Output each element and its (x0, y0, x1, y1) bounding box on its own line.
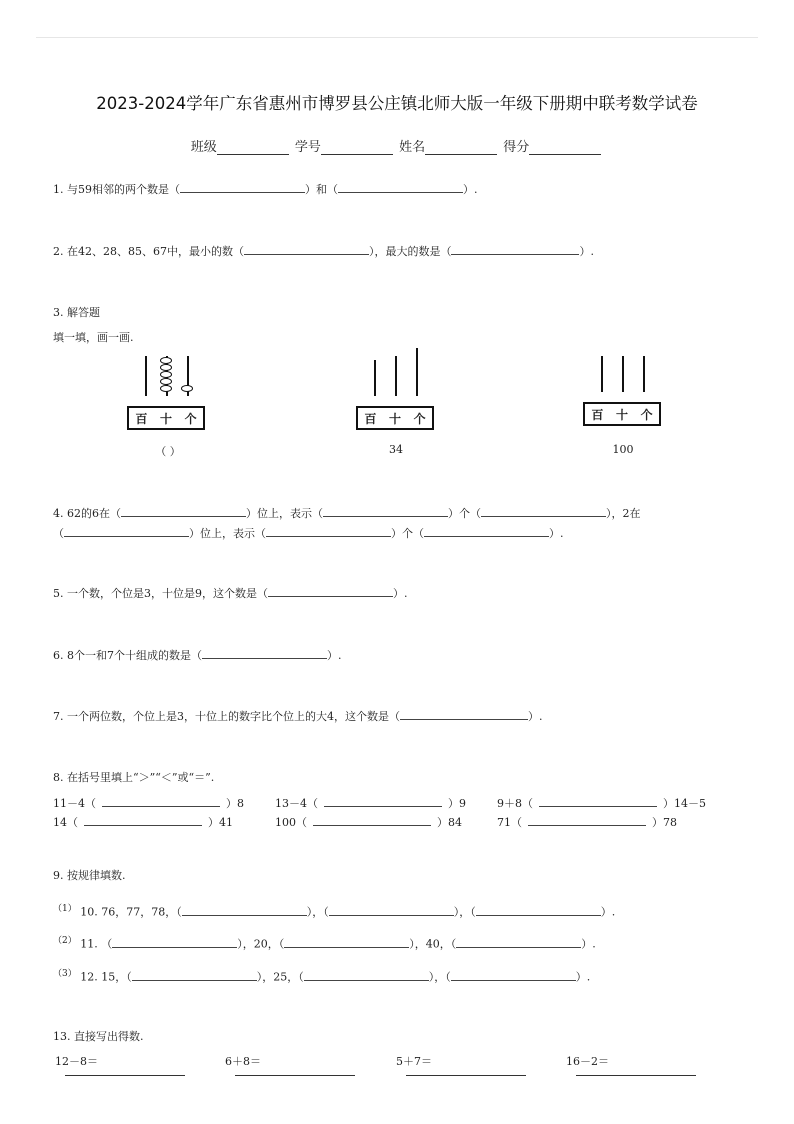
answer-blank[interactable] (180, 182, 305, 193)
answer-blank[interactable] (424, 526, 549, 537)
answer-blank[interactable] (323, 506, 448, 517)
abacus-base: 百 十 个 (356, 406, 434, 430)
answer-blank[interactable] (528, 815, 646, 826)
student-info-row (0, 136, 794, 155)
answer-blank[interactable] (244, 244, 369, 255)
answer-blank[interactable] (132, 970, 257, 981)
question-4-line-1: 4. 62的6在（ ）位上，表示（ ）个（ ），2在 (53, 507, 641, 520)
answer-blank[interactable] (102, 796, 220, 807)
answer-blank[interactable] (481, 506, 606, 517)
answer-blank[interactable] (304, 970, 429, 981)
compare-item: 9＋8（ ）14－5 (497, 797, 706, 810)
answer-blank[interactable] (202, 648, 327, 659)
compare-item: 71（ ）78 (497, 816, 677, 829)
answer-line[interactable] (576, 1075, 696, 1076)
abacus-bead (160, 385, 172, 392)
question-6: 6. 8个一和7个十组成的数是（ ）. (53, 649, 342, 662)
score-label: 得分 (503, 140, 530, 155)
answer-blank[interactable] (329, 905, 454, 916)
score-field[interactable] (529, 141, 601, 155)
calc-item: 6＋8＝ (225, 1053, 261, 1069)
answer-blank[interactable] (539, 796, 657, 807)
answer-blank[interactable] (476, 905, 601, 916)
class-field[interactable] (217, 141, 289, 155)
answer-blank[interactable] (324, 796, 442, 807)
abacus-3-caption: 100 (612, 443, 634, 456)
question-1: 1. 与59相邻的两个数是（ ）和（ ）. (53, 183, 478, 196)
abacus-1-caption[interactable]: （ ） (155, 445, 181, 458)
answer-line[interactable] (65, 1075, 185, 1076)
abacus-rod (622, 356, 624, 392)
abacus-bead (160, 378, 172, 385)
pattern-item: $^{(1)}$ 10. 76，77，78，（ ），（ ），（ ）. (53, 904, 616, 919)
question-8-heading: 8. 在括号里填上“＞”“＜”或“＝”. (53, 771, 215, 784)
question-7: 7. 一个两位数，个位上是3，十位上的数字比个位上的大4，这个数是（ ）. (53, 710, 543, 723)
calc-item: 12－8＝ (55, 1053, 98, 1069)
name-field[interactable] (425, 141, 497, 155)
answer-blank[interactable] (64, 526, 189, 537)
answer-blank[interactable] (268, 586, 393, 597)
top-divider (36, 37, 758, 38)
abacus-rod (643, 356, 645, 392)
answer-blank[interactable] (313, 815, 431, 826)
answer-blank[interactable] (338, 182, 463, 193)
answer-blank[interactable] (400, 709, 528, 720)
abacus-base: 百 十 个 (583, 402, 661, 426)
answer-blank[interactable] (266, 526, 391, 537)
calc-item: 16－2＝ (566, 1053, 609, 1069)
id-label: 学号 (294, 140, 321, 155)
abacus-bead (160, 364, 172, 371)
class-label: 班级 (190, 140, 217, 155)
answer-line[interactable] (406, 1075, 526, 1076)
compare-item: 13－4（ ）9 (275, 797, 466, 810)
question-3-intro: 填一填，画一画. (53, 331, 134, 344)
abacus-rod (374, 360, 376, 396)
abacus-rod (601, 356, 603, 392)
question-13-heading: 13. 直接写出得数. (53, 1030, 144, 1043)
abacus-rod (145, 356, 147, 396)
abacus-rod (416, 348, 418, 396)
answer-blank[interactable] (182, 905, 307, 916)
abacus-bead (160, 371, 172, 378)
abacus-3 (583, 350, 663, 426)
answer-blank[interactable] (451, 970, 576, 981)
abacus-1 (127, 355, 207, 430)
calc-item: 5＋7＝ (396, 1053, 432, 1069)
abacus-bead (160, 357, 172, 364)
page-title: 2023-2024学年广东省惠州市博罗县公庄镇北师大版一年级下册期中联考数学试卷 (96, 94, 698, 113)
compare-item: 14（ ）41 (53, 816, 233, 829)
question-9-heading: 9. 按规律填数. (53, 869, 126, 882)
question-2: 2. 在42、28、85、67中，最小的数（ ），最大的数是（ ）. (53, 245, 594, 258)
abacus-rod (395, 356, 397, 396)
pattern-item: $^{(2)}$ 11. （ ），20，（ ），40，（ ）. (53, 936, 596, 951)
abacus-2-caption: 34 (389, 443, 403, 456)
answer-blank[interactable] (456, 937, 581, 948)
answer-blank[interactable] (84, 815, 202, 826)
abacus-2 (356, 350, 436, 430)
pattern-item: $^{(3)}$ 12. 15，（ ），25，（ ），（ ）. (53, 969, 591, 984)
question-4-line-2: （ ）位上，表示（ ）个（ ）. (53, 527, 564, 540)
answer-blank[interactable] (112, 937, 237, 948)
id-field[interactable] (321, 141, 393, 155)
answer-blank[interactable] (121, 506, 246, 517)
question-3-heading: 3. 解答题 (53, 306, 100, 319)
name-label: 姓名 (399, 140, 426, 155)
answer-line[interactable] (235, 1075, 355, 1076)
answer-blank[interactable] (284, 937, 409, 948)
compare-item: 11－4（ ）8 (53, 797, 244, 810)
answer-blank[interactable] (451, 244, 579, 255)
question-5: 5. 一个数，个位是3，十位是9，这个数是（ ）. (53, 587, 408, 600)
compare-item: 100（ ）84 (275, 816, 462, 829)
abacus-base: 百 十 个 (127, 406, 205, 430)
abacus-bead (181, 385, 193, 392)
